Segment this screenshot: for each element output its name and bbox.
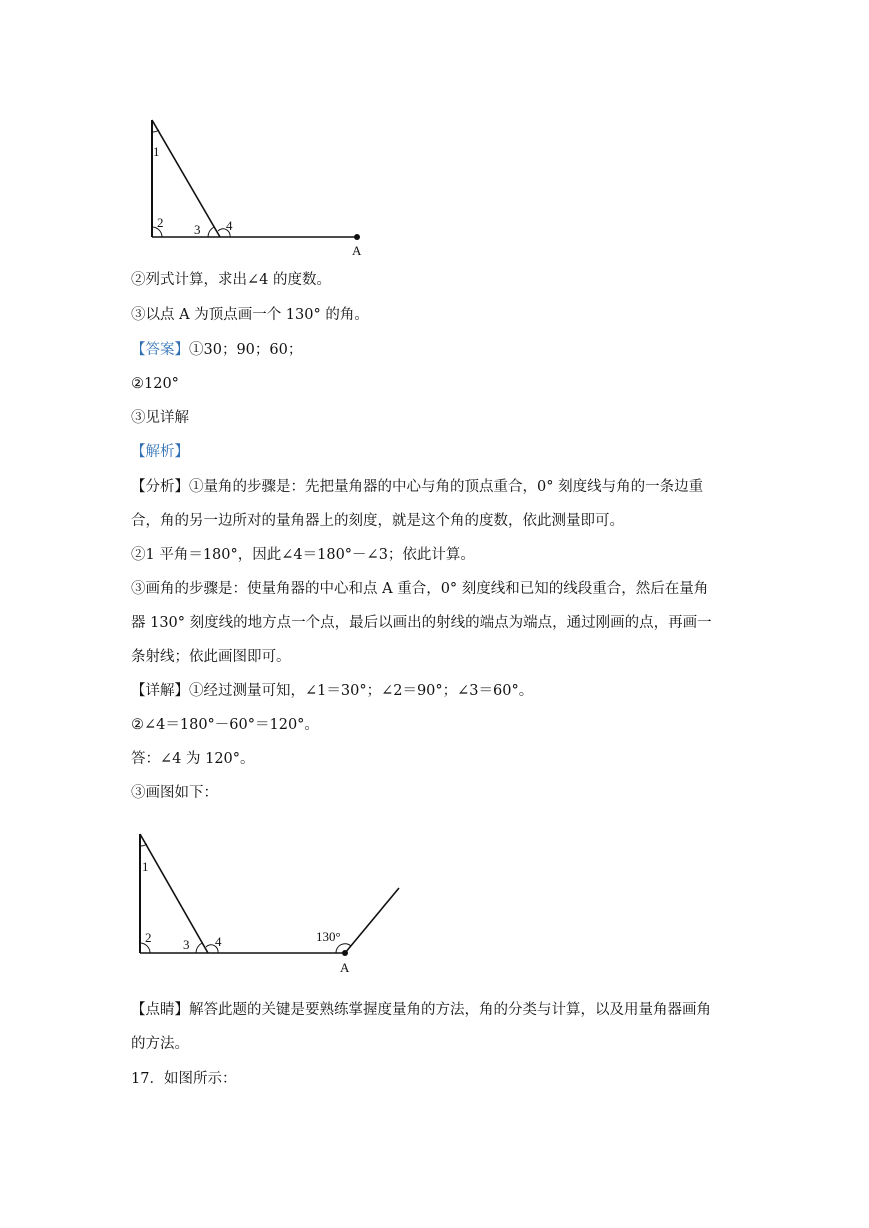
label-1: 1 xyxy=(153,144,160,159)
question-part-2: ②列式计算，求出∠4 的度数。 xyxy=(131,272,331,288)
point-a xyxy=(354,234,360,240)
answer-text-1: ①30；90；60； xyxy=(189,342,303,358)
fenxi-line-2: 合，角的另一边所对的量角器上的刻度，就是这个角的度数，依此测量即可。 xyxy=(131,513,624,529)
label-2: 2 xyxy=(157,215,164,230)
fenxi-line-6: 条射线；依此画图即可。 xyxy=(131,649,291,665)
xiangjie-tag: 【详解】 xyxy=(131,683,189,699)
next-question: 17．如图所示： xyxy=(131,1071,237,1087)
xiangjie-line-3: 答：∠4 为 120°。 xyxy=(131,751,255,767)
answer-line-1 xyxy=(131,340,302,360)
dianjing-line-2: 的方法。 xyxy=(131,1036,189,1052)
fenxi-line-5: 器 130° 刻度线的地方点一个点，最后以画出的射线的端点为端点，通过刚画的点，再画一 xyxy=(131,615,712,631)
point-a xyxy=(342,950,348,956)
label-3: 3 xyxy=(194,222,201,237)
angle-3-arc xyxy=(208,227,214,237)
answer-line-2: ②120° xyxy=(131,376,179,392)
label-1: 1 xyxy=(142,859,149,874)
label-a: A xyxy=(340,960,350,975)
label-4: 4 xyxy=(226,218,233,233)
xiangjie-line-1 xyxy=(131,681,533,701)
fenxi-line-1 xyxy=(131,477,703,497)
dianjing-tag: 【点睛】 xyxy=(131,1002,189,1018)
answer-tag: 【答案】 xyxy=(131,342,189,358)
angle-figure-1 xyxy=(140,112,380,262)
label-a: A xyxy=(352,243,362,258)
angle-3-arc xyxy=(196,943,202,953)
label-130-degrees: 130° xyxy=(316,929,341,944)
xiangjie-text-1: ①经过测量可知，∠1＝30°；∠2＝90°；∠3＝60°。 xyxy=(189,683,534,699)
xiangjie-line-2: ②∠4＝180°－60°＝120°。 xyxy=(131,717,319,733)
question-part-3: ③以点 A 为顶点画一个 130° 的角。 xyxy=(131,307,369,323)
drawn-ray-130 xyxy=(345,888,399,953)
angle-figure-2 xyxy=(128,826,418,976)
dianjing-text-1: 解答此题的关键是要熟练掌握度量角的方法，角的分类与计算，以及用量角器画角 xyxy=(189,1002,711,1018)
label-4: 4 xyxy=(215,934,222,949)
fenxi-line-4: ③画角的步骤是：使量角器的中心和点 A 重合，0° 刻度线和已知的线段重合，然后在量角 xyxy=(131,581,709,597)
analysis-tag: 【解析】 xyxy=(131,444,189,460)
fenxi-tag: 【分析】 xyxy=(131,479,189,495)
fenxi-line-3: ②1 平角＝180°，因此∠4＝180°－∠3；依此计算。 xyxy=(131,547,475,563)
xiangjie-line-4: ③画图如下： xyxy=(131,785,218,801)
fenxi-text-1: ①量角的步骤是：先把量角器的中心与角的顶点重合，0° 刻度线与角的一条边重 xyxy=(189,479,704,495)
label-2: 2 xyxy=(145,930,152,945)
label-3: 3 xyxy=(183,937,190,952)
dianjing-line-1 xyxy=(131,1000,711,1020)
answer-line-3: ③见详解 xyxy=(131,410,189,426)
